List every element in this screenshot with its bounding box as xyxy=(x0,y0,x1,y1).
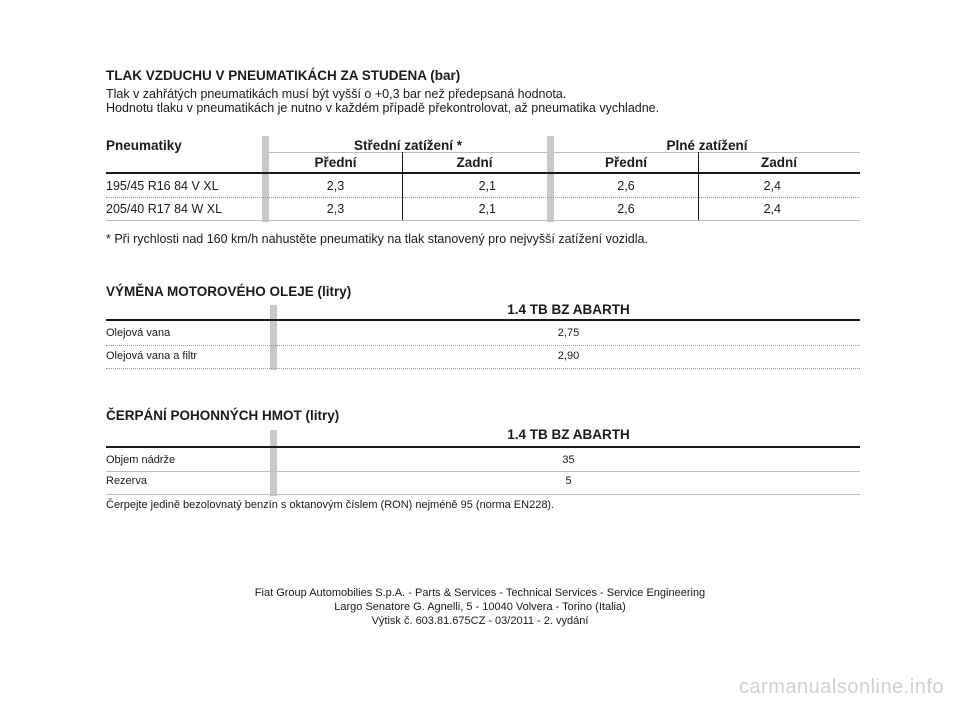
tire-footnote: * Při rychlosti nad 160 km/h nahustěte pneumatiky na tlak stanovený pro nejvyšší zatížení vozidla. xyxy=(106,232,648,246)
full-front-value: 2,6 xyxy=(617,179,635,193)
full-load-header: Plné zatížení xyxy=(666,138,748,153)
row-rule xyxy=(106,197,860,198)
fuel-row-label: Objem nádrže xyxy=(106,454,176,466)
medium-front-value: 2,3 xyxy=(326,179,345,193)
oil-row-value: 2,90 xyxy=(557,350,580,362)
row-rule xyxy=(106,471,860,472)
medium-rear-value: 2,1 xyxy=(478,202,496,216)
oil-row-label: Olejová vana xyxy=(106,327,171,339)
oil-row-label: Olejová vana a filtr xyxy=(106,350,198,362)
oil-section-title: VÝMĚNA MOTOROVÉHO OLEJE (litry) xyxy=(106,284,352,299)
oil-row-value: 2,75 xyxy=(557,327,580,339)
oil-table-top-rule xyxy=(106,319,860,321)
row-rule xyxy=(106,345,860,346)
full-rear-value: 2,4 xyxy=(763,179,781,193)
tire-size: 195/45 R16 84 V XL xyxy=(106,179,219,193)
fuel-section-title: ČERPÁNÍ POHONNÝCH HMOT (litry) xyxy=(106,408,340,423)
tire-intro-line-1: Tlak v zahřátých pneumatikách musí být vyšší o +0,3 bar než předepsaná hodnota. xyxy=(106,87,567,101)
medium-front-header: Přední xyxy=(314,155,357,170)
watermark: carmanualsonline.info xyxy=(738,676,944,698)
medium-rear-value: 2,1 xyxy=(478,179,496,193)
fuel-table-top-rule xyxy=(106,446,860,448)
fuel-row-value: 35 xyxy=(562,454,575,466)
header-rule xyxy=(554,152,860,153)
full-rear-header: Zadní xyxy=(761,155,797,170)
full-front-header: Přední xyxy=(604,155,647,170)
fuel-table-separator xyxy=(270,430,277,496)
tire-section-title: TLAK VZDUCHU V PNEUMATIKÁCH ZA STUDENA (bar) xyxy=(106,68,461,83)
row-rule xyxy=(106,368,860,369)
header-rule xyxy=(269,152,547,153)
table-bottom-rule xyxy=(106,220,860,221)
footer-line-3: Výtisk č. 603.81.675CZ - 03/2011 - 2. vydání xyxy=(371,615,589,627)
full-front-value: 2,6 xyxy=(617,202,635,216)
footer-line-1: Fiat Group Automobilies S.p.A. - Parts & Services - Technical Services - Service Engineering xyxy=(254,587,706,599)
medium-load-header: Střední zatížení * xyxy=(353,138,463,153)
fuel-row-value: 5 xyxy=(565,475,572,487)
medium-front-value: 2,3 xyxy=(326,202,345,216)
fuel-engine-header: 1.4 TB BZ ABARTH xyxy=(507,427,630,442)
tire-table-separator xyxy=(262,136,269,222)
tire-intro-line-2: Hodnotu tlaku v pneumatikách je nutno v každém případě překontrolovat, až pneumatika vychladne. xyxy=(106,101,660,115)
tire-col-header: Pneumatiky xyxy=(106,138,182,153)
fuel-note: Čerpejte jedině bezolovnatý benzín s oktanovým číslem (RON) nejméně 95 (norma EN228). xyxy=(106,499,555,511)
table-top-rule xyxy=(106,172,860,174)
medium-rear-header: Zadní xyxy=(456,155,493,170)
tire-size: 205/40 R17 84 W XL xyxy=(106,202,223,216)
tire-table-separator xyxy=(547,136,554,222)
row-rule xyxy=(106,494,860,495)
footer-line-2: Largo Senatore G. Agnelli, 5 - 10040 Volvera - Torino (Italia) xyxy=(334,601,626,613)
oil-table-separator xyxy=(270,305,277,370)
oil-engine-header: 1.4 TB BZ ABARTH xyxy=(507,302,630,317)
fuel-row-label: Rezerva xyxy=(106,475,147,487)
full-rear-value: 2,4 xyxy=(763,202,781,216)
